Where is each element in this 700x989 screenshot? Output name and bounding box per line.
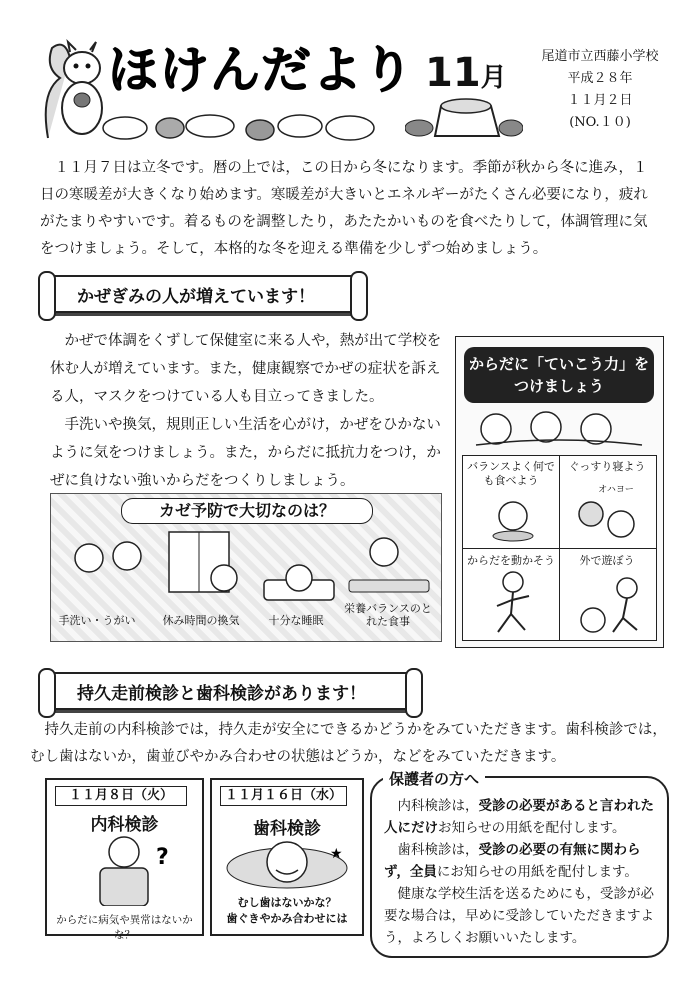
prevention-illustration bbox=[50, 493, 442, 642]
dental-checkup-caption-2: 歯ぐきやかみ合わせには bbox=[226, 912, 348, 925]
prevention-item-nutrition: 栄養バランスのとれた食事 bbox=[344, 602, 432, 628]
internal-checkup-illustration bbox=[72, 834, 177, 906]
poster-item-move: からだを動かそう bbox=[467, 554, 555, 567]
poster-kids-illustration bbox=[466, 407, 652, 447]
dental-checkup-card bbox=[210, 778, 364, 936]
prevention-item-ventilation: 休み時間の換気 bbox=[162, 614, 240, 627]
school-name: 尾道市立西藤小学校 bbox=[541, 49, 659, 64]
parents-notice-body bbox=[384, 795, 654, 949]
resistance-poster bbox=[455, 336, 664, 648]
notice-dental: 歯科検診は，受診の必要の有無に関わらず，全員にお知らせの用紙を配付します。 bbox=[384, 842, 641, 880]
dental-checkup-title: 歯科検診 bbox=[253, 819, 321, 839]
poster-item-play: 外で遊ぼう bbox=[579, 554, 635, 567]
checkup-text: 持久走前の内科検診では，持久走が安全にできるかどうかをみていただきます。歯科検診では，むし歯はないか，歯並びやかみ合わせの状態はどうか，などをみていただきます。 bbox=[30, 722, 667, 765]
internal-checkup-caption: からだに病気や異常はないかな？ bbox=[56, 914, 193, 941]
parents-notice-title: 保護者の方へ bbox=[383, 768, 485, 789]
poster-sun-icon bbox=[571, 496, 641, 544]
intro-paragraph: １１月７日は立冬です。暦の上では，この日から冬になります。季節が秋から冬に進み，１日の寒暖差が大きくなり始めます。寒暖差が大きいとエネルギーがたくさん必要になり，疲れがたまりやすいです。着るものを調整したり，あたたかいものを食べたりして，体調管理に気をつけましょう。そして，本格的な冬を迎える準備を少しずつ始めましょう。 bbox=[40, 160, 648, 257]
issue-number: (NO.１０) bbox=[569, 115, 631, 130]
cold-banner bbox=[45, 275, 360, 313]
poster-greeting: オハヨー bbox=[598, 485, 634, 495]
autumn-leaves-decoration bbox=[100, 108, 400, 144]
internal-checkup-date: １１月８日（火） bbox=[55, 786, 187, 806]
stump-illustration bbox=[405, 92, 523, 138]
checkup-banner bbox=[45, 672, 415, 710]
issue-date: １１月２日 bbox=[567, 93, 633, 108]
checkup-banner-text: 持久走前検診と歯科検診があります！ bbox=[77, 683, 366, 704]
newsletter-title: ほけんだより bbox=[108, 41, 414, 99]
poster-item-sleep: ぐっすり寝よう bbox=[568, 460, 646, 473]
prevention-scenes bbox=[59, 528, 433, 608]
prevention-item-handwash: 手洗い・うがい bbox=[58, 614, 136, 627]
cold-banner-text: かぜぎみの人が増えています！ bbox=[77, 286, 315, 307]
prevention-title: カゼ予防で大切なのは？ bbox=[121, 498, 373, 524]
svg-text:★: ★ bbox=[330, 846, 343, 862]
poster-title: からだに「ていこう力」をつけましょう bbox=[464, 347, 654, 403]
poster-running-icon bbox=[483, 568, 543, 636]
internal-checkup-title: 内科検診 bbox=[90, 815, 159, 835]
poster-ball-icon bbox=[571, 572, 651, 636]
poster-grid bbox=[462, 455, 657, 641]
svg-text:?: ? bbox=[156, 845, 169, 870]
issue-year: 平成２８年 bbox=[567, 71, 633, 86]
school-info bbox=[525, 46, 675, 134]
notice-internal: 内科検診は，受診の必要があると言われた人にだけお知らせの用紙を配付します。 bbox=[384, 798, 654, 836]
poster-item-eat: バランスよく何でも食べよう bbox=[467, 460, 555, 487]
cold-text bbox=[50, 327, 450, 495]
prevention-item-sleep: 十分な睡眠 bbox=[268, 614, 324, 627]
cold-paragraph-1: かぜで体調をくずして保健室に来る人や，熱が出て学校を休む人が増えています。また，健康観察でかぜの症状を訴える人，マスクをつけている人も目立ってきました。 bbox=[50, 333, 442, 405]
internal-checkup-card bbox=[45, 778, 204, 941]
notice-request: 健康な学校生活を送るためにも，受診が必要な場合は，早めに受診していただきますよう，よろしくお願いいたします。 bbox=[384, 886, 654, 946]
issue-month: 11月 bbox=[425, 50, 507, 96]
dental-checkup-illustration bbox=[224, 838, 350, 890]
dental-checkup-date: １１月１６日（水） bbox=[220, 786, 347, 806]
cold-paragraph-2: 手洗いや換気，規則正しい生活を心がけ，かぜをひかないように気をつけましょう。また，からだに抵抗力をつけ，かぜに負けない強いからだをつくりしましょう。 bbox=[50, 417, 441, 489]
dental-checkup-caption-1: むし歯はないかな？ bbox=[237, 896, 337, 909]
poster-eating-icon bbox=[488, 494, 538, 544]
